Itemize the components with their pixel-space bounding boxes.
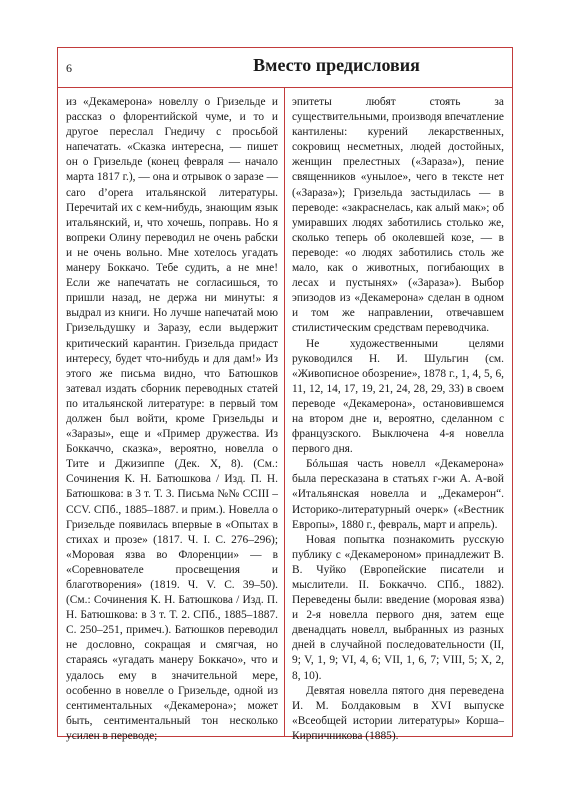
header-rule bbox=[57, 87, 513, 88]
right-paragraph: Новая попытка познакомить русскую публику с «Декамероном» принадлежит В. В. Чуйко (Европейские писатели и мыслители. II. Боккаччо. СПб., 1882). Переведены были: введение (моровая язва) и 2-я новелла первого дня, затем еще двенадцать новелл, выбранных из разных дней в случайной последовательности (II, 9; V, 1, 9; VI, 4, 6; VII, 1, 6, 7; VIII, 5; X, 2, 8, 10). bbox=[292, 533, 504, 682]
running-title: Вместо предисловия bbox=[253, 55, 420, 75]
page-number: 6 bbox=[66, 61, 72, 75]
right-paragraph: Девятая новелла пятого дня переведена И. М. Болдаковым в XVI выпуске «Всеобщей истории литературы» Корша–Кирпичникова (1885). bbox=[292, 684, 504, 742]
right-paragraph: Бóльшая часть новелл «Декамерона» была пересказана в статьях г-жи А. А-вой «Итальянская новелла и „Декамерон“. Историко-литературный очерк» («Вестник Европы», 1880 г., февраль, март и апрель). bbox=[292, 458, 504, 531]
right-paragraph: Не художественными целями руководился Н. И. Шульгин (см. «Живописное обозрение», 1878 г., 1, 4, 5, 6, 11, 12, 14, 17, 19, 21, 24, 28, 29, 33) в своем переводе «Декамерона», остановившемся на втором дне и, вероятно, сделанном с французского. Выключена 4-я новелла первого дня. bbox=[292, 337, 504, 456]
right-paragraph: эпитеты любят стоять за существительными, производя впечатление кантилены: курений лекарственных, сокровищ несметных, людей достойных, женщин прелестных («Зараза»), пение священников «унылое», чего в тексте нет («Зараза»); Гризельда застыдилась — в переводе: «закраснелась, как алый мак»; об умиравших людях заботились столько же, сколько теперь об околевшей козе, — в переводе: «о людях заботились столь же мало, как о животных, погибающих в лесах и пустынях» («Зараза»). Выбор эпизодов из «Декамерона» сделан в одном и том же направлении, отвечавшем стилистическим средствам переводчика. bbox=[292, 96, 504, 335]
right-column bbox=[292, 95, 504, 744]
left-column bbox=[66, 95, 278, 744]
left-paragraph: из «Декамерона» новеллу о Гризельде и рассказ о флорентийской чуме, и то и другое переслал Гнедичу с просьбой напечатать. «Сказка интересна, — пишет он о Гризельде (конец февраля — начало марта 1817 г.), — она и отрывок о заразе — caro d’opera итальянской литературы. Перечитай их с кем-нибудь, знающим язык итальянский, и, что хочешь, поправь. Но я вопреки Олину переводил не очень рабски и не очень вольно. Мне хотелось угадать манеру Боккачо. Тебе судить, а не мне! Если же напечатать не согласишься, то пришли назад, не держа ни минуты: я выдрал из книги. Но лучше напечатай мою Гризельдушку и Заразу, если выдержит критический карантин. Гризельда придаст интересу, будет что-нибудь и для дам!» Из этого же письма видно, что Батюшков затевал издать сборник переводных статей по итальянской литературе: в первый том должен был войти, кроме Гризельды и «Заразы», еще и «Пример дружества. Из Боккаччо, сказка», вероятно, новелла о Тите и Джизиппе (Дек. X, 8). (См.: Сочинения К. Н. Батюшкова / Изд. П. Н. Батюшкова: в 3 т. Т. 3. Письма №№ CCIII –CCV. СПб., 1885–1887. и прим.). Новелла о Гризельде появилась впервые в «Опытах в стихах и прозе» (1817. Ч. I. С. 276–296); «Моровая язва во Флоренции» — в «Соревнователе просвещения и благотворения» (1819. Ч. V. С. 39–50). (См.: Сочинения К. Н. Батюшкова / Изд. П. Н. Батюшкова: в 3 т. Т. 2. СПб., 1885–1887. С. 250–251, примеч.). Батюшков переводил не дословно, сокращая и смягчая, но стараясь «угадать манеру Боккачо», что и удалось ему в значительной мере, особенно в новелле о Гризельде, одной из сентиментальных «Декамерона»; может быть, сентиментальный тон несколько усилен в переводе; bbox=[66, 96, 278, 742]
column-divider bbox=[284, 87, 285, 737]
